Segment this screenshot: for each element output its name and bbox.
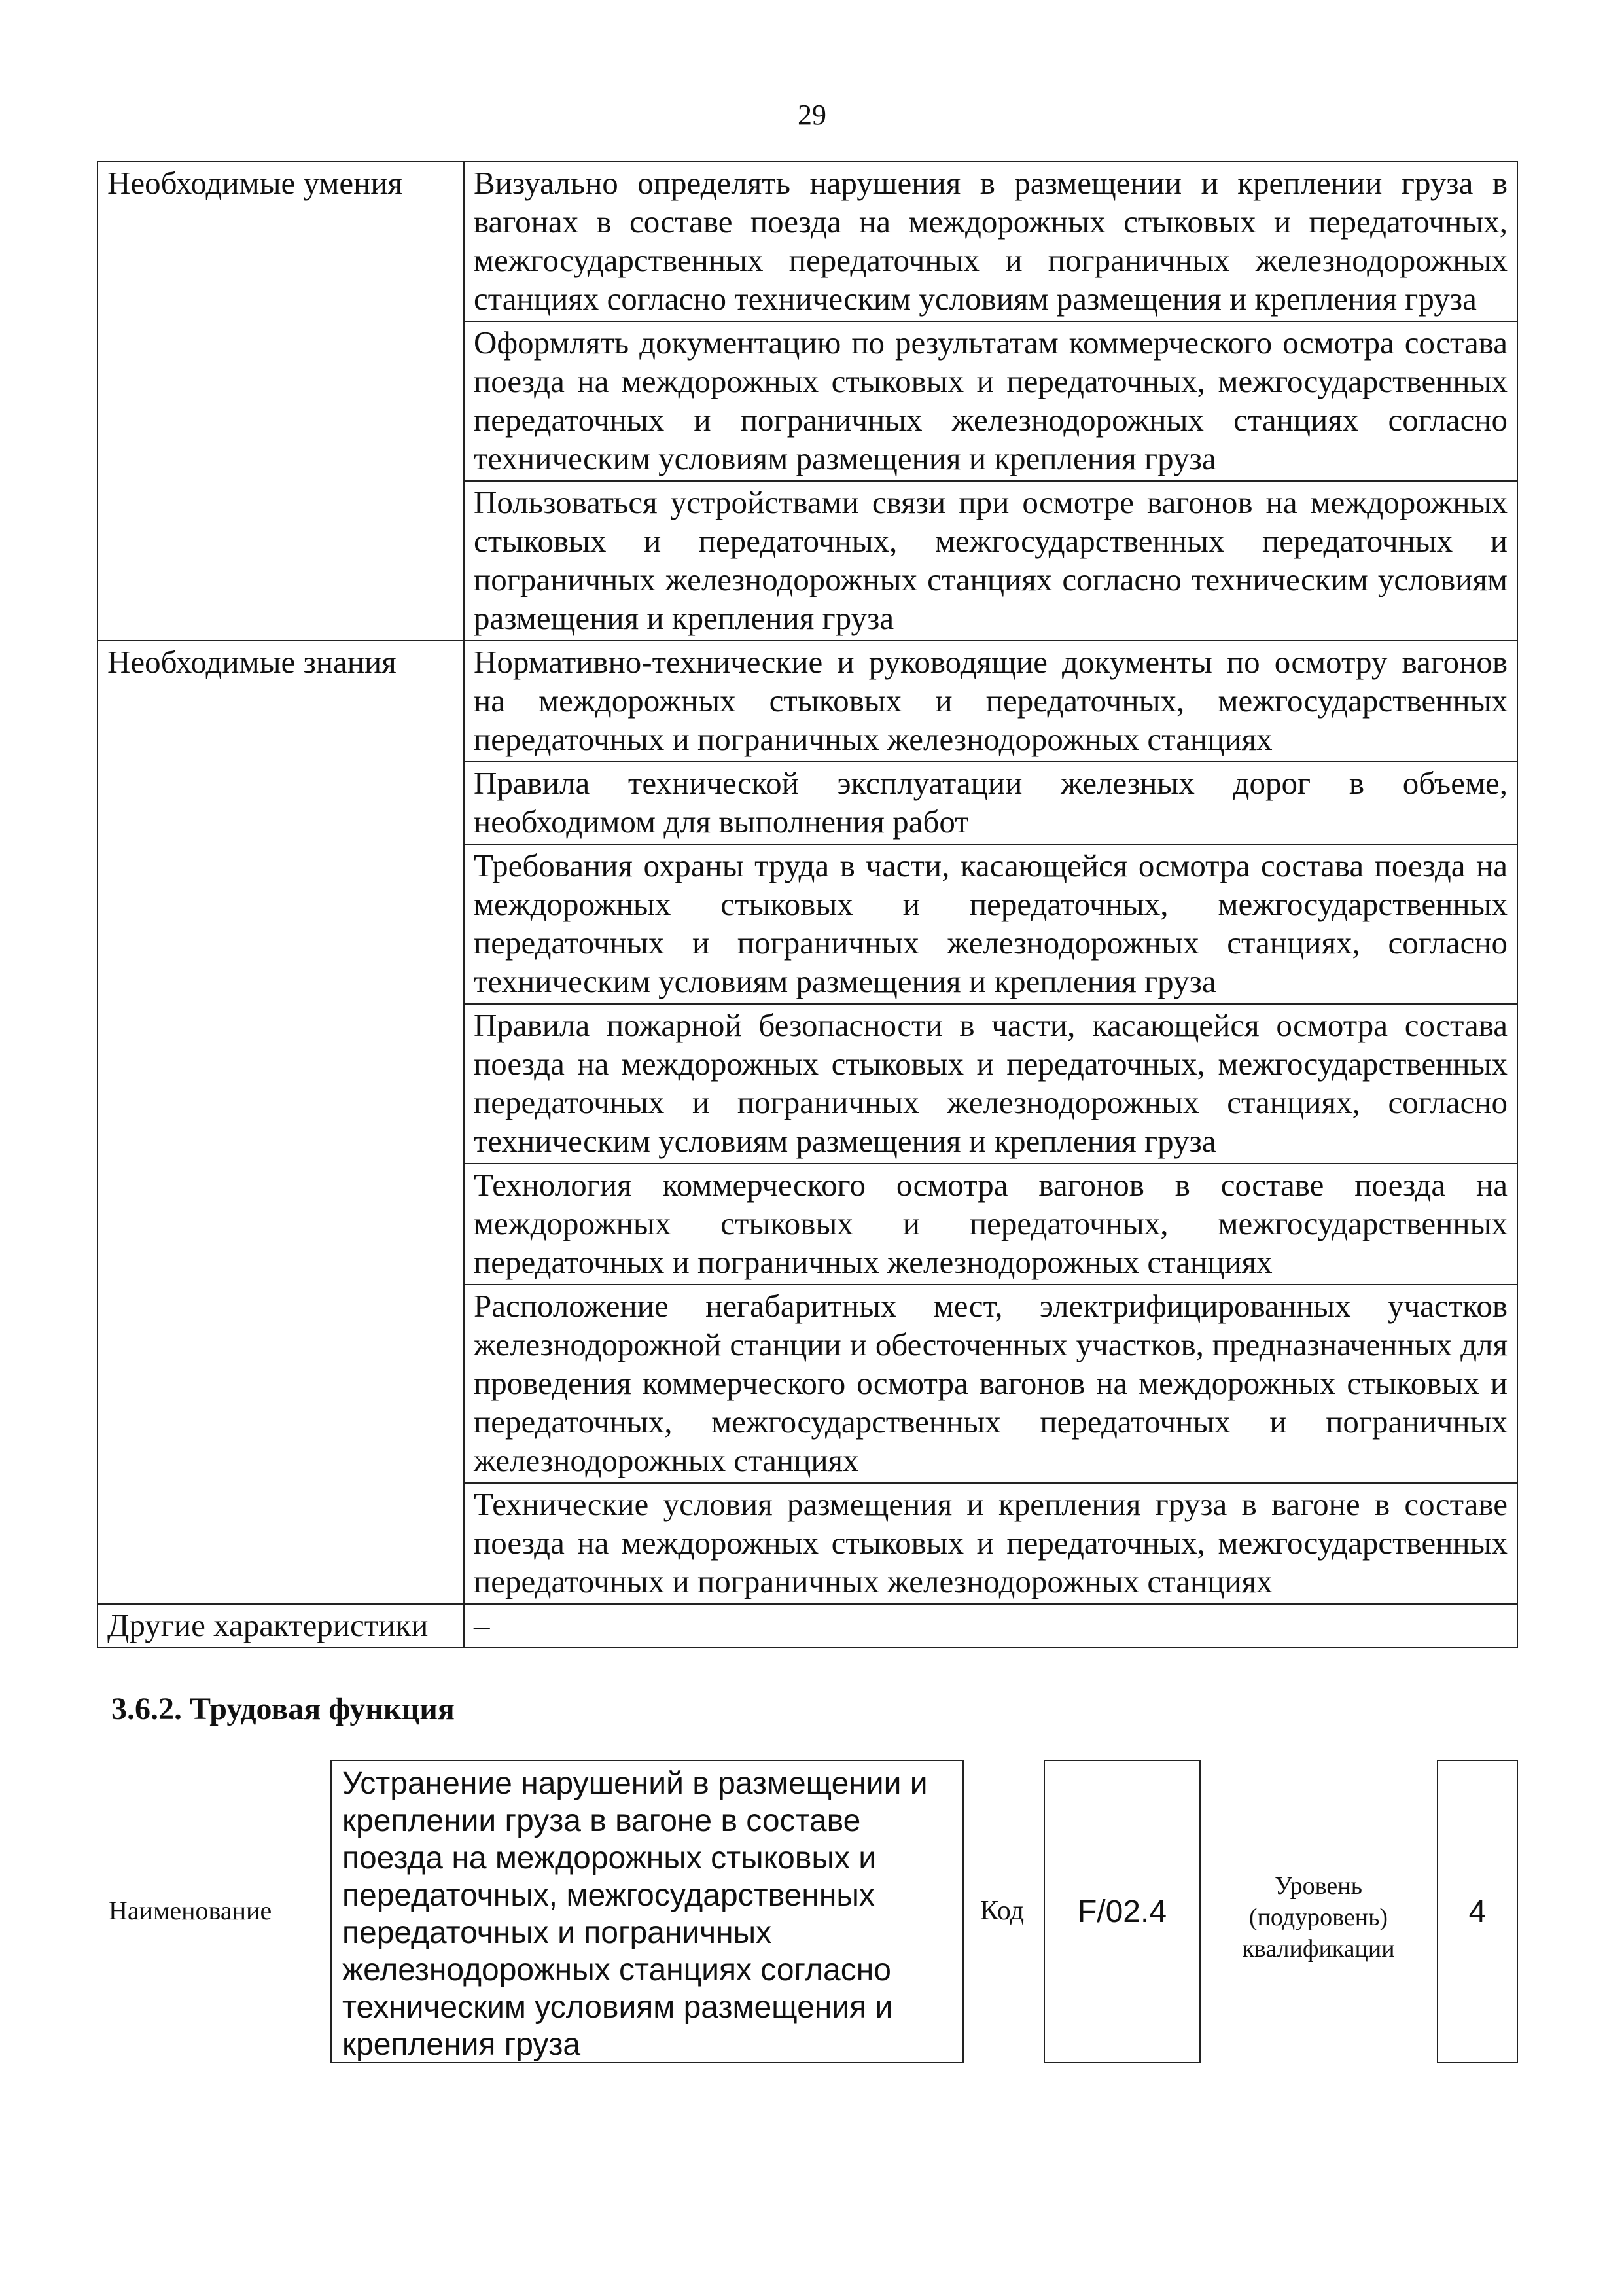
section-title: 3.6.2. Трудовая функция — [111, 1692, 455, 1726]
table-cell: Требования охраны труда в части, касающейся осмотра состава поезда на междорожных стыковых и передаточных, межгосударственных передаточных и пограничных железнодорожных станциях, согласно техническим условиям размещения и крепления груза — [464, 844, 1517, 1004]
table-cell: Визуально определять нарушения в размещении и креплении груза в вагонах в составе поезда на междорожных стыковых и передаточных, межгосударственных передаточных и пограничных железнодорожных станциях согласно техническим условиям размещения и крепления груза — [464, 162, 1517, 321]
table-row — [97, 641, 1517, 762]
qualification-label-line: квалификации — [1242, 1935, 1395, 1963]
table-cell: – — [464, 1604, 1517, 1648]
qualification-label-line: Уровень — [1275, 1872, 1362, 1900]
table-cell: Пользоваться устройствами связи при осмотре вагонов на междорожных стыковых и передаточных, межгосударственных передаточных и пограничных железнодорожных станциях согласно техническим условиям размещения и крепления груза — [464, 481, 1517, 641]
row-label-other: Другие характеристики — [97, 1604, 464, 1648]
table-cell: Технические условия размещения и крепления груза в вагоне в составе поезда на междорожных стыковых и передаточных, межгосударственных передаточных и пограничных железнодорожных станциях — [464, 1483, 1517, 1604]
qualification-level-label — [1210, 1870, 1426, 1965]
level-value-box: 4 — [1437, 1760, 1518, 2063]
code-value-box: F/02.4 — [1044, 1760, 1201, 2063]
table-cell: Правила технической эксплуатации железных дорог в объеме, необходимом для выполнения работ — [464, 762, 1517, 844]
table-cell: Оформлять документацию по результатам коммерческого осмотра состава поезда на междорожных стыковых и передаточных, межгосударственных передаточных и пограничных железнодорожных станциях согласно техническим условиям размещения и крепления груза — [464, 321, 1517, 481]
requirements-table — [97, 161, 1518, 1648]
qualification-label-line: (подуровень) — [1248, 1904, 1388, 1931]
function-name-box: Устранение нарушений в размещении и креплении груза в вагоне в составе поезда на междорожных стыковых и передаточных, межгосударственных передаточных и пограничных железнодорожных станциях согласно техническим условиям размещения и крепления груза — [330, 1760, 964, 2063]
table-cell: Нормативно-технические и руководящие документы по осмотру вагонов на междорожных стыковых и передаточных, межгосударственных передаточных и пограничных железнодорожных станциях — [464, 641, 1517, 762]
table-row — [97, 162, 1517, 321]
name-label: Наименование — [109, 1896, 272, 1925]
table-row — [97, 1604, 1517, 1648]
code-label: Код — [980, 1896, 1025, 1926]
table-cell: Технология коммерческого осмотра вагонов в составе поезда на междорожных стыковых и передаточных, межгосударственных передаточных и пограничных железнодорожных станциях — [464, 1164, 1517, 1285]
page-number: 29 — [798, 99, 826, 131]
table-cell: Правила пожарной безопасности в части, касающейся осмотра состава поезда на междорожных стыковых и передаточных, межгосударственных передаточных и пограничных железнодорожных станциях, согласно техническим условиям размещения и крепления груза — [464, 1004, 1517, 1164]
table-cell: Расположение негабаритных мест, электрифицированных участков железнодорожной станции и обесточенных участков, предназначенных для проведения коммерческого осмотра вагонов на междорожных стыковых и передаточных, межгосударственных передаточных и пограничных железнодорожных станциях — [464, 1285, 1517, 1483]
row-label-skills: Необходимые умения — [97, 162, 464, 641]
row-label-knowledge: Необходимые знания — [97, 641, 464, 1604]
